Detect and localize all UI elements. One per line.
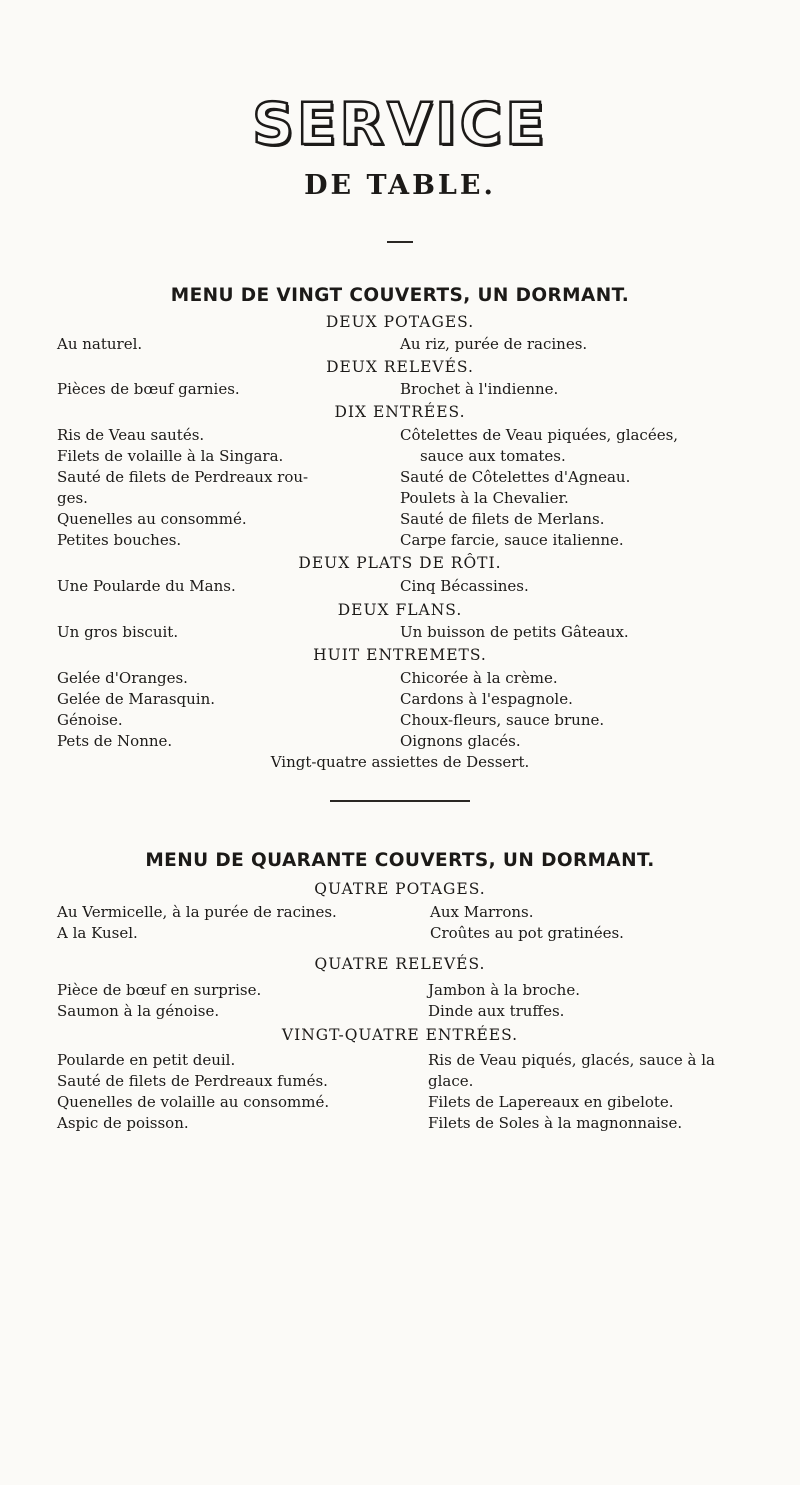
- dish-item: Filets de Soles à la magnonnaise.: [428, 1114, 683, 1132]
- dish-item: Sauté de filets de Perdreaux rou-: [57, 468, 309, 486]
- menu-divider: [330, 800, 470, 802]
- dish-item: Carpe farcie, sauce italienne.: [400, 531, 624, 549]
- title-divider: [387, 241, 413, 243]
- section-heading-entremets: HUIT ENTREMETS.: [313, 646, 487, 664]
- dish-item: Génoise.: [57, 711, 123, 729]
- dish-item: Au Vermicelle, à la purée de racines.: [57, 903, 337, 921]
- page-subtitle: DE TABLE.: [304, 170, 496, 201]
- section-heading-flans: DEUX FLANS.: [337, 601, 463, 619]
- dish-item: Sauté de filets de Perdreaux fumés.: [57, 1072, 328, 1090]
- dish-item: Oignons glacés.: [400, 732, 521, 750]
- dish-item: A la Kusel.: [57, 924, 138, 942]
- dish-item: Petites bouches.: [57, 531, 182, 549]
- dish-item: Au naturel.: [57, 335, 143, 353]
- section-heading-releves: QUATRE RELEVÉS.: [314, 955, 486, 973]
- dish-item: Un gros biscuit.: [57, 623, 179, 641]
- dish-item: Jambon à la broche.: [428, 981, 580, 999]
- dish-item: Un buisson de petits Gâteaux.: [400, 623, 629, 641]
- dish-item: sauce aux tomates.: [420, 447, 566, 465]
- dish-item: Saumon à la génoise.: [57, 1002, 220, 1020]
- dish-item: Aux Marrons.: [430, 903, 534, 921]
- dish-item: Pièces de bœuf garnies.: [57, 380, 240, 398]
- dish-item: Chicorée à la crème.: [400, 669, 558, 687]
- dish-item: Cinq Bécassines.: [400, 577, 529, 595]
- dish-item: Sauté de filets de Merlans.: [400, 510, 605, 528]
- menu-title-quarante-couverts: MENU DE QUARANTE COUVERTS, UN DORMANT.: [145, 850, 655, 871]
- section-heading-releves: DEUX RELEVÉS.: [326, 358, 474, 376]
- dish-item: Croûtes au pot gratinées.: [430, 924, 624, 942]
- dish-item: Filets de Lapereaux en gibelote.: [428, 1093, 674, 1111]
- section-heading-potages: QUATRE POTAGES.: [314, 880, 486, 898]
- dish-item: Pièce de bœuf en surprise.: [57, 981, 262, 999]
- dish-item: Pets de Nonne.: [57, 732, 173, 750]
- section-heading-potages: DEUX POTAGES.: [325, 313, 475, 331]
- dish-item: Gelée de Marasquin.: [57, 690, 216, 708]
- dish-item: Quenelles au consommé.: [57, 510, 247, 528]
- dish-item: Choux-fleurs, sauce brune.: [400, 711, 605, 729]
- dish-item: Filets de volaille à la Singara.: [57, 447, 284, 465]
- dish-item: Poularde en petit deuil.: [57, 1051, 236, 1069]
- section-heading-roti: DEUX PLATS DE RÔTI.: [298, 554, 502, 572]
- dish-item: Quenelles de volaille au consommé.: [57, 1093, 330, 1111]
- dish-item: Ris de Veau sautés.: [57, 426, 205, 444]
- dish-item: Une Poularde du Mans.: [57, 577, 236, 595]
- dish-item: Gelée d'Oranges.: [57, 669, 188, 687]
- dish-item: Cardons à l'espagnole.: [400, 690, 573, 708]
- dish-item: Ris de Veau piqués, glacés, sauce à la: [428, 1051, 715, 1069]
- dish-item: Dinde aux truffes.: [428, 1002, 565, 1020]
- dish-item: Sauté de Côtelettes d'Agneau.: [400, 468, 631, 486]
- dish-item: Côtelettes de Veau piquées, glacées,: [400, 426, 679, 444]
- section-heading-entrees: VINGT-QUATRE ENTRÉES.: [281, 1026, 519, 1044]
- page-title: SERVICE: [252, 90, 548, 158]
- dish-item: Brochet à l'indienne.: [400, 380, 559, 398]
- menu-title-vingt-couverts: MENU DE VINGT COUVERTS, UN DORMANT.: [170, 285, 630, 306]
- dish-item: glace.: [428, 1072, 474, 1090]
- section-heading-entrees: DIX ENTRÉES.: [334, 403, 466, 421]
- dessert-line: Vingt-quatre assiettes de Dessert.: [270, 753, 530, 771]
- dish-item: Au riz, purée de racines.: [400, 335, 588, 353]
- dish-item: Aspic de poisson.: [57, 1114, 189, 1132]
- dish-item: ges.: [57, 489, 88, 507]
- dish-item: Poulets à la Chevalier.: [400, 489, 569, 507]
